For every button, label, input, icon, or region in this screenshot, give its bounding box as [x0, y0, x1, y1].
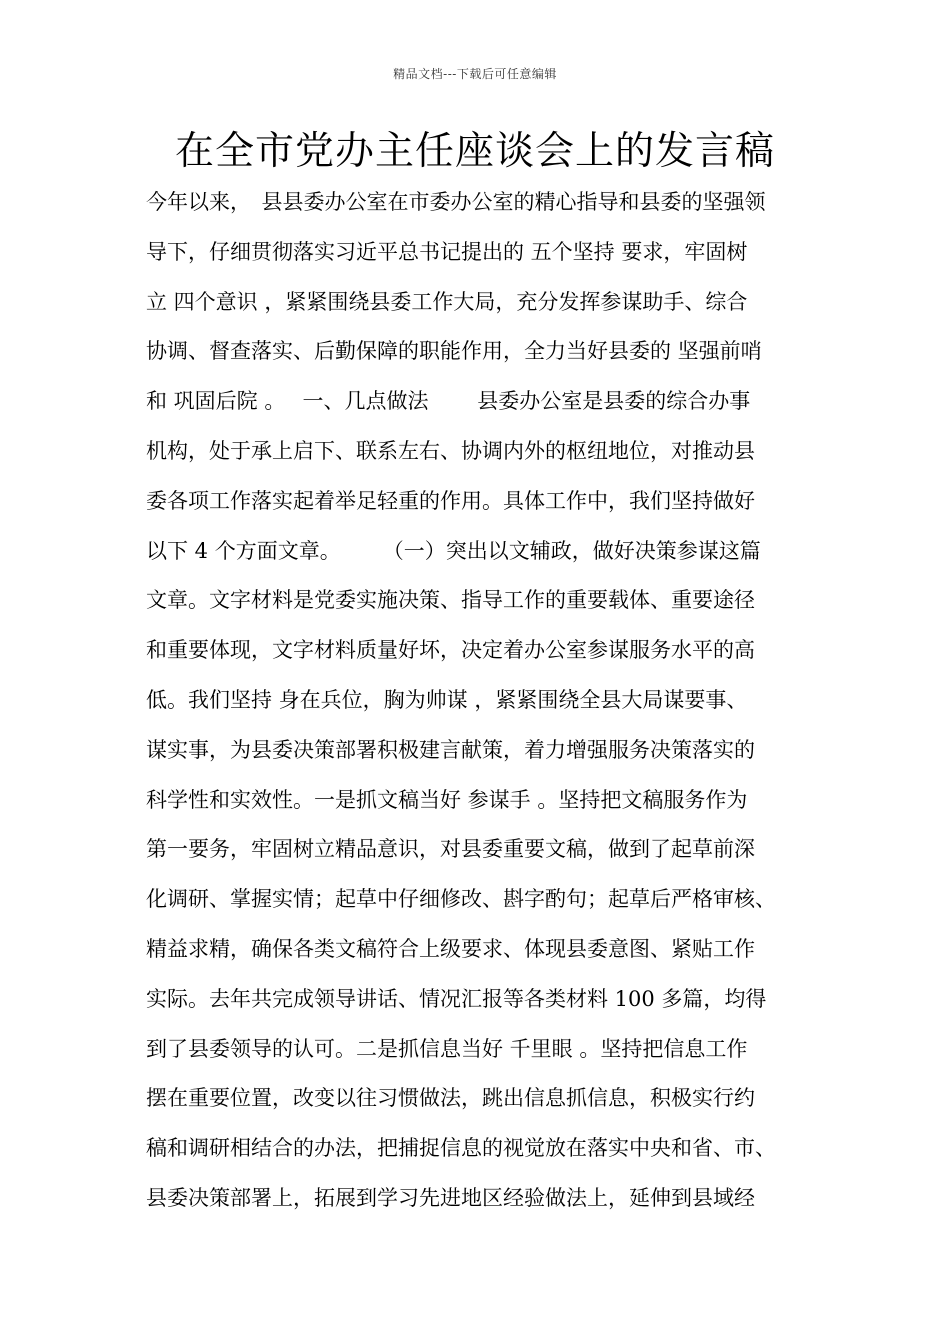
text-line: 和重要体现，文字材料质量好坏，决定着办公室参谋服务水平的高	[146, 638, 755, 663]
text-line: 到了县委领导的认可。二是抓信息当好 千里眼 。坚持把信息工作	[146, 1036, 748, 1061]
document-title: 在全市党办主任座谈会上的发言稿	[174, 129, 775, 174]
text-line: 今年以来， 县县委办公室在市委办公室的精心指导和县委的坚强领	[146, 190, 766, 214]
text-line: 协调、督查落实、后勤保障的职能作用，全力当好县委的 坚强前哨	[146, 339, 762, 364]
text-line: 稿和调研相结合的办法，把捕捉信息的视觉放在落实中央和省、市、	[146, 1136, 776, 1161]
text-line: 科学性和实效性。一是抓文稿当好 参谋手 。坚持把文稿服务作为	[146, 787, 748, 812]
text-line: 委各项工作落实起着举足轻重的作用。具体工作中，我们坚持做好	[146, 488, 755, 513]
text-line: 实际。去年共完成领导讲话、情况汇报等各类材料 100 多篇，均得	[146, 986, 767, 1011]
text-line: 化调研、掌握实情；起草中仔细修改、斟字酌句；起草后严格审核、	[146, 887, 776, 912]
text-line: 低。我们坚持 身在兵位，胸为帅谋 ，紧紧围绕全县大局谋要事、	[146, 687, 748, 712]
text-line: 以下 4 个方面文章。 （一）突出以文辅政，做好决策参谋这篇	[146, 538, 761, 563]
text-line: 文章。文字材料是党委实施决策、指导工作的重要载体、重要途径	[146, 588, 755, 613]
text-line: 谋实事，为县委决策部署积极建言献策，着力增强服务决策落实的	[146, 737, 755, 762]
text-line: 精益求精，确保各类文稿符合上级要求、体现县委意图、紧贴工作	[146, 936, 755, 961]
text-line: 机构，处于承上启下、联系左右、协调内外的枢纽地位，对推动县	[146, 438, 755, 463]
header-note: 精品文档---下载后可任意编辑	[393, 67, 557, 81]
text-line: 立 四个意识 ，紧紧围绕县委工作大局，充分发挥参谋助手、综合	[146, 289, 748, 314]
text-line: 摆在重要位置，改变以往习惯做法，跳出信息抓信息，积极实行约	[146, 1086, 755, 1111]
text-line: 导下，仔细贯彻落实习近平总书记提出的 五个坚持 要求，牢固树	[146, 239, 748, 264]
body-text	[146, 178, 826, 1224]
text-line: 和 巩固后院 。 一、几点做法 县委办公室是县委的综合办事	[146, 389, 751, 414]
text-line: 县委决策部署上，拓展到学习先进地区经验做法上，延伸到县域经	[146, 1185, 755, 1210]
text-line: 第一要务，牢固树立精品意识，对县委重要文稿，做到了起草前深	[146, 837, 755, 862]
